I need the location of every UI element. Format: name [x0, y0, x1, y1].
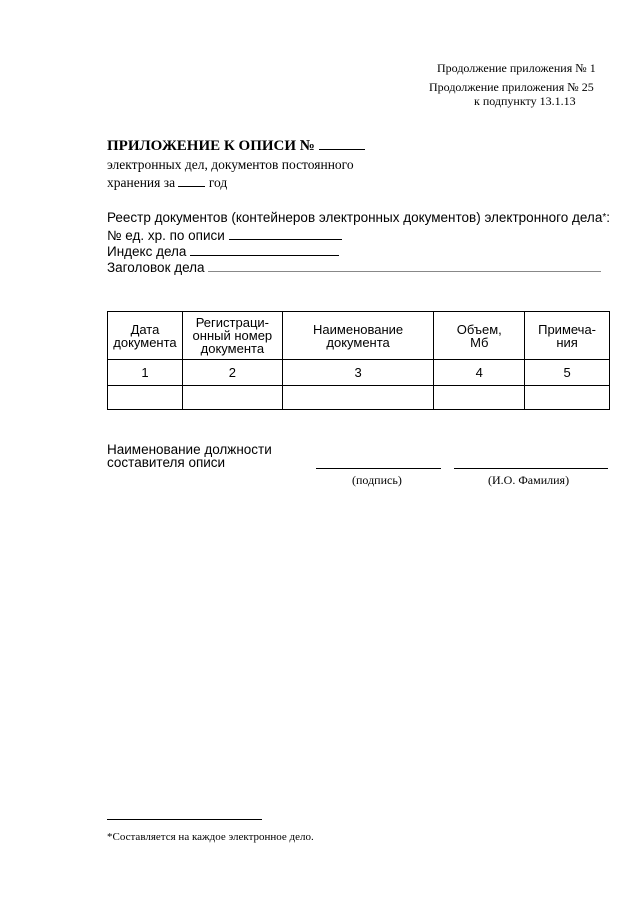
full-name-line — [454, 468, 608, 469]
page-title — [107, 137, 365, 155]
unit-number-label: № ед. хр. по описи — [107, 228, 225, 243]
footnote-text: Составляется на каждое электронное дело. — [112, 831, 314, 843]
signature-caption: (подпись) — [352, 473, 402, 487]
column-header-reg-number — [182, 312, 282, 360]
column-header-date — [108, 312, 183, 360]
year-label: год — [208, 175, 228, 190]
footnote — [107, 831, 314, 843]
header-line: Мб — [470, 334, 489, 350]
unit-number-blank — [229, 227, 342, 240]
compiler-position-line2: составителя описи — [107, 455, 226, 470]
column-number: 3 — [282, 360, 434, 386]
header-line: Объем, — [456, 321, 502, 337]
footnote-mark-ref: * — [602, 212, 607, 223]
column-header-volume — [434, 312, 525, 360]
column-header-doc-name — [282, 312, 434, 360]
column-number: 2 — [182, 360, 282, 386]
case-index-field — [107, 243, 339, 260]
subclause-reference: к подпункту 13.1.13 — [474, 94, 576, 108]
header-line: документа — [326, 334, 390, 350]
page-subtitle-line2 — [107, 174, 227, 191]
case-title-label: Заголовок дела — [107, 260, 205, 275]
appendix-continuation-25: Продолжение приложения № 25 — [429, 80, 594, 94]
case-title-blank — [208, 259, 601, 272]
header-line: Дата — [130, 321, 160, 337]
column-header-notes — [525, 312, 610, 360]
appendix-continuation-1: Продолжение приложения № 1 — [437, 61, 596, 75]
storage-period-label: хранения за — [107, 175, 176, 190]
table-header-row — [108, 312, 610, 360]
table-number-row — [108, 360, 610, 386]
table-empty-row — [108, 386, 610, 410]
header-line: онный номер — [192, 328, 273, 343]
case-index-blank — [190, 243, 339, 256]
header-line: Примеча- — [538, 321, 597, 337]
year-blank — [178, 174, 205, 187]
column-number: 1 — [108, 360, 183, 386]
header-line: документа — [200, 341, 265, 356]
header-line: Наименование — [313, 321, 404, 337]
case-index-label: Индекс дела — [107, 244, 187, 259]
column-number: 4 — [434, 360, 525, 386]
empty-cell — [108, 386, 183, 410]
page-title-text: ПРИЛОЖЕНИЕ К ОПИСИ № — [107, 138, 315, 154]
header-line: Регистраци- — [195, 315, 269, 330]
footnote-separator — [107, 819, 262, 820]
compiler-position-line1: Наименование должности — [107, 442, 272, 457]
registry-heading-text: Реестр документов (контейнеров электронных документов) электронного дела — [107, 210, 603, 225]
empty-cell — [282, 386, 434, 410]
full-name-caption: (И.О. Фамилия) — [488, 473, 570, 487]
empty-cell — [525, 386, 610, 410]
footnote-mark: * — [107, 831, 113, 843]
header-line: документа — [113, 334, 177, 350]
column-number: 5 — [525, 360, 610, 386]
unit-number-field — [107, 227, 342, 244]
signature-line — [316, 468, 441, 469]
registry-heading — [107, 210, 610, 226]
inventory-number-blank — [319, 137, 365, 150]
registry-table — [107, 311, 610, 410]
empty-cell — [182, 386, 282, 410]
empty-cell — [434, 386, 525, 410]
header-line: ния — [556, 334, 578, 350]
case-title-field — [107, 259, 601, 276]
page-subtitle-line1: электронных дел, документов постоянного — [107, 157, 354, 172]
registry-heading-colon: : — [606, 210, 610, 225]
